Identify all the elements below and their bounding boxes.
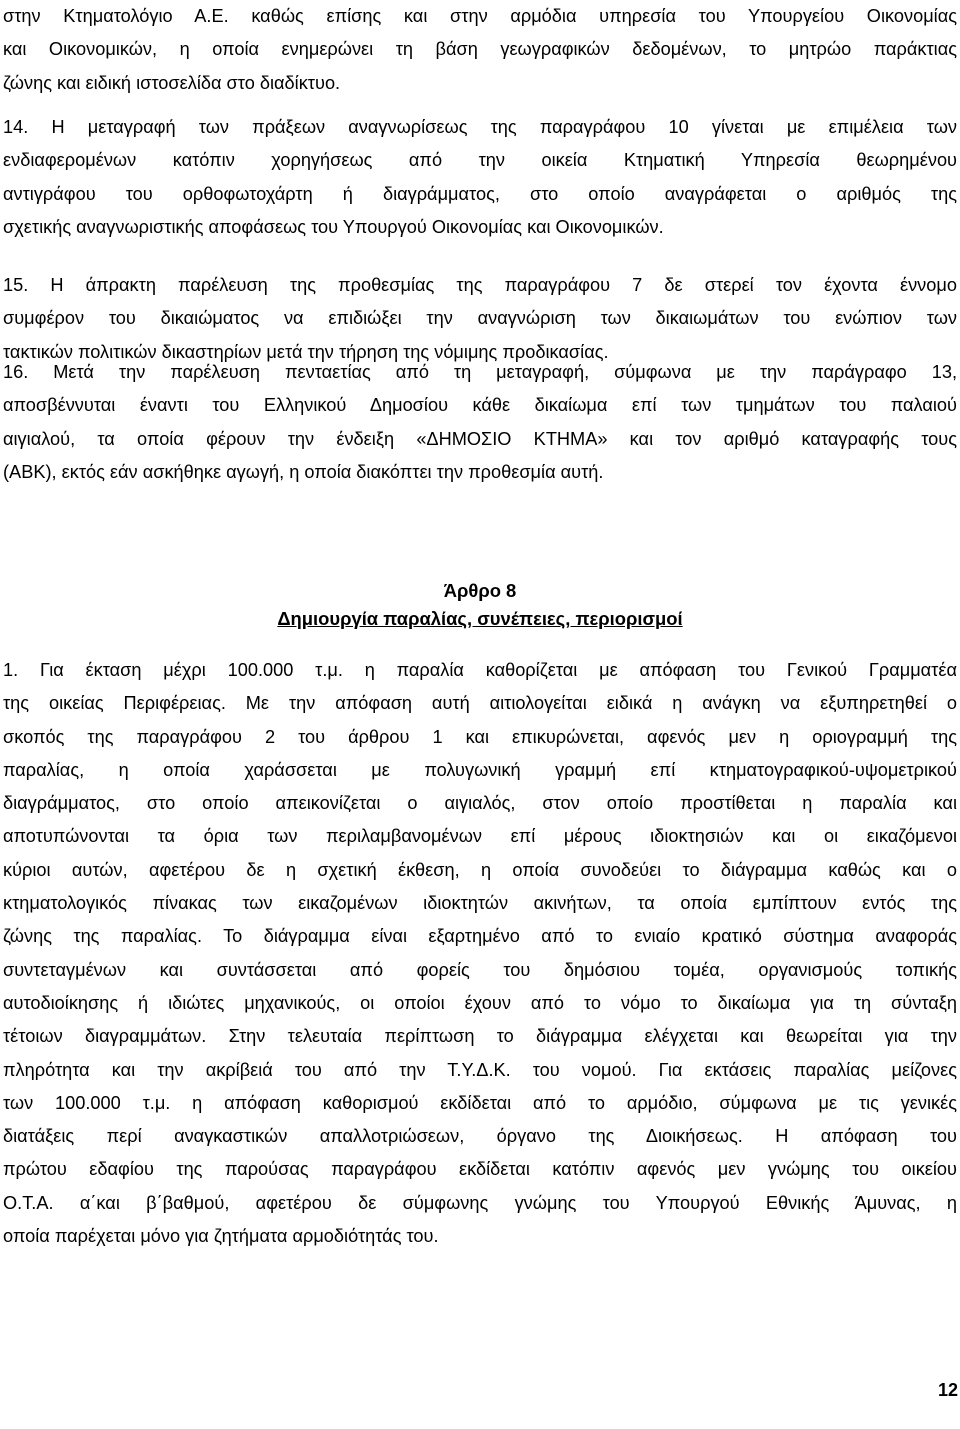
text-line: ζώνης της παραλίας. Το διάγραμμα είναι εξαρτημένο από το ενιαίο κρατικό σύστημα αναφοράς <box>3 926 957 947</box>
text-line: (ΑΒΚ), εκτός εάν ασκήθηκε αγωγή, η οποία διακόπτει την προθεσμία αυτή. <box>3 461 604 482</box>
text-line: διαγράμματος, στο οποίο απεικονίζεται ο αιγιαλός, στον οποίο προστίθεται η παραλία και <box>3 793 957 814</box>
text-line: και Οικονομικών, η οποία ενημερώνει τη βάση γεωγραφικών δεδομένων, το μητρώο παράκτιας <box>3 39 957 60</box>
text-line: των 100.000 τ.μ. η απόφαση καθορισμού εκδίδεται από το αρμόδιο, σύμφωνα με τις γενικές <box>3 1092 957 1113</box>
article-title: Δημιουργία παραλίας, συνέπειες, περιορισμοί <box>277 608 683 629</box>
text-line: αντιγράφου του ορθοφωτοχάρτη ή διαγράμματος, στο οποίο αναγράφεται ο αριθμός της <box>3 183 957 204</box>
text-line: συμφέρον του δικαιώματος να επιδιώξει την αναγνώριση των δικαιωμάτων του ενώπιον των <box>3 308 957 329</box>
paragraph-16 <box>3 356 957 489</box>
text-line: αποτυπώνονται τα όρια των περιλαμβανομένων επί μέρους ιδιοκτησιών και οι εικαζόμενοι <box>3 826 957 847</box>
text-line: τακτικών πολιτικών δικαστηρίων μετά την τήρηση της νόμιμης προδικασίας. <box>3 341 609 362</box>
text-line: 14. Η μεταγραφή των πράξεων αναγνωρίσεως της παραγράφου 10 γίνεται με επιμέλεια των <box>3 117 957 137</box>
text-line: οποία παρέχεται μόνο για ζητήματα αρμοδιότητάς του. <box>3 1226 439 1247</box>
text-line: πληρότητα και την ακρίβειά του από την Τ.Υ.Δ.Κ. του νομού. Για εκτάσεις παραλίας μείζονες <box>3 1059 957 1080</box>
page-number: 12 <box>937 1380 958 1400</box>
text-line: διατάξεις περί αναγκαστικών απαλλοτριώσεων, όργανο της Διοικήσεως. Η απόφαση του <box>3 1126 957 1147</box>
text-line: 16. Μετά την παρέλευση πενταετίας από τη μεταγραφή, σύμφωνα με την παράγραφο 13, <box>3 362 957 382</box>
text-line: ενδιαφερομένων κατόπιν χορηγήσεως από την οικεία Κτηματική Υπηρεσία θεωρημένου <box>3 150 957 171</box>
text-line: στην Κτηματολόγιο Α.Ε. καθώς επίσης και στην αρμόδια υπηρεσία του Υπουργείου Οικονομίας <box>3 6 957 26</box>
text-line: αυτοδιοίκησης ή ιδιώτες μηχανικούς, οι οποίοι έχουν από το νόμο το δικαίωμα για τη σύνταξη <box>3 992 957 1013</box>
text-line: παραλίας, η οποία χαράσσεται με πολυγωνική γραμμή επί κτηματογραφικού-υψομετρικού <box>3 759 957 780</box>
paragraph-15 <box>3 269 957 369</box>
text-line: πρώτου εδαφίου της παρούσας παραγράφου εκδίδεται κατόπιν αφενός μεν γνώμης του οικείου <box>3 1159 957 1180</box>
text-line: σχετικής αναγνωριστικής αποφάσεως του Υπουργού Οικονομίας και Οικονομικών. <box>3 216 664 237</box>
paragraph-14 <box>3 111 957 244</box>
text-line: Ο.Τ.Α. α΄και β΄βαθμού, αφετέρου δε σύμφωνης γνώμης του Υπουργού Εθνικής Άμυνας, η <box>3 1192 957 1213</box>
text-line: 15. Η άπρακτη παρέλευση της προθεσμίας της παραγράφου 7 δε στερεί τον έχοντα έννομο <box>3 275 957 295</box>
text-line: συντεταγμένων και συντάσσεται από φορείς του δημόσιου τομέα, οργανισμούς τοπικής <box>3 959 957 980</box>
text-line: σκοπός της παραγράφου 2 του άρθρου 1 και επικυρώνεται, αφενός μεν η οριογραμμή της <box>3 726 957 747</box>
text-line: τέτοιων διαγραμμάτων. Στην τελευταία περίπτωση το διάγραμμα ελέγχεται και θεωρείται για την <box>3 1026 957 1047</box>
article-number: Άρθρο 8 <box>443 580 517 601</box>
text-line: ζώνης και ειδική ιστοσελίδα στο διαδίκτυο. <box>3 72 341 93</box>
paragraph-intro <box>3 0 957 100</box>
text-line: της οικείας Περιφέρειας. Με την απόφαση αυτή αιτιολογείται ειδικά η ανάγκη να εξυπηρετηθεί ο <box>3 693 957 714</box>
text-line: κτηματολογικός πίνακας των εικαζομένων ιδιοκτητών ακινήτων, τα οποία εμπίπτουν εντός της <box>3 893 957 914</box>
text-line: 1. Για έκταση μέχρι 100.000 τ.μ. η παραλία καθορίζεται με απόφαση του Γενικού Γραμματέα <box>3 660 957 680</box>
text-line: κύριοι αυτών, αφετέρου δε η σχετική έκθεση, η οποία συνοδεύει το διάγραμμα καθώς και ο <box>3 859 957 880</box>
text-line: αποσβέννυται έναντι του Ελληνικού Δημοσίου κάθε δικαίωμα επί των τμημάτων του παλαιού <box>3 395 957 416</box>
text-line: αιγιαλού, τα οποία φέρουν την ένδειξη «ΔΗΜΟΣΙΟ ΚΤΗΜΑ» και τον αριθμό καταγραφής τους <box>3 428 957 449</box>
paragraph-1 <box>3 654 957 1253</box>
